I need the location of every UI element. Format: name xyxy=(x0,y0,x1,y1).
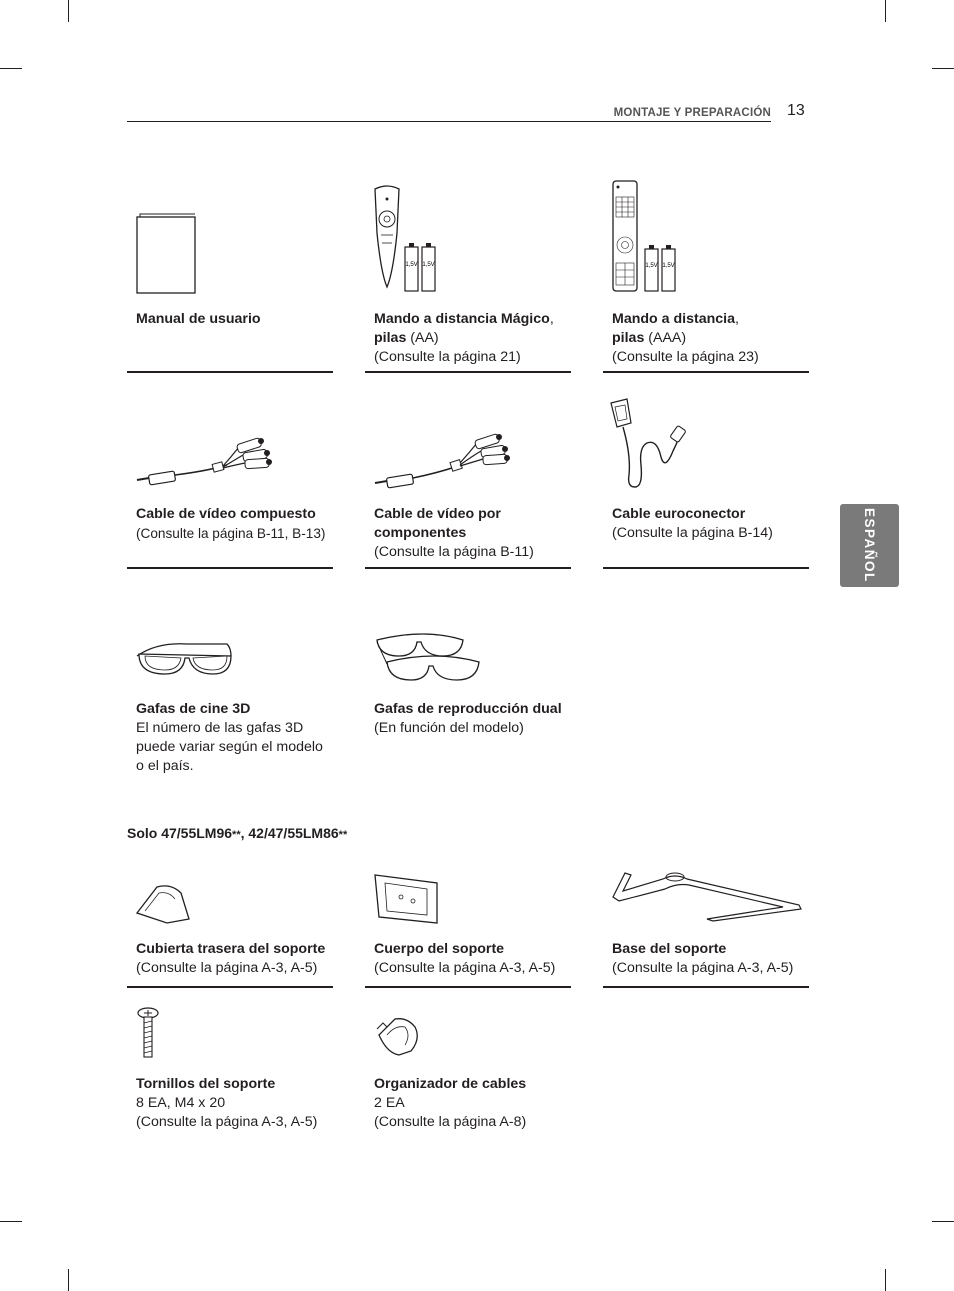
stand-body-icon xyxy=(365,865,571,935)
remote-control-icon xyxy=(603,175,809,305)
item-title-suffix: , xyxy=(549,311,554,327)
item-title: Mando a distancia Mágico xyxy=(374,311,550,327)
item-divider xyxy=(127,567,333,569)
item-detail: (Consulte la página B-14) xyxy=(612,525,773,541)
crop-mark xyxy=(68,0,69,22)
item-composite-cable xyxy=(127,395,333,570)
item-divider xyxy=(603,567,809,569)
item-stand-back-cover xyxy=(127,865,333,990)
item-scart-cable xyxy=(603,395,809,570)
crop-mark xyxy=(0,68,22,69)
item-subtitle-suffix: (AA) xyxy=(406,330,439,346)
item-title: Manual de usuario xyxy=(136,311,261,327)
crop-mark xyxy=(68,1269,69,1291)
item-detail: o el país. xyxy=(136,758,194,774)
model-subheading xyxy=(127,825,347,841)
subheading-text: , 42/47/55LM86 xyxy=(240,825,339,841)
item-detail: 8 EA, M4 x 20 xyxy=(136,1095,226,1111)
item-detail: (Consulte la página B-11) xyxy=(374,544,534,560)
battery-label: 1,5V xyxy=(645,263,658,269)
item-subtitle: pilas xyxy=(612,330,645,346)
item-detail: (Consulte la página A-3, A-5) xyxy=(136,960,318,976)
magic-remote-icon xyxy=(365,175,571,305)
scart-cable-icon xyxy=(603,395,809,505)
manual-icon xyxy=(127,175,333,305)
item-detail: (Consulte la página A-3, A-5) xyxy=(136,1114,318,1130)
item-title: Cable euroconector xyxy=(612,506,746,522)
item-title: Base del soporte xyxy=(612,941,727,957)
item-divider xyxy=(603,986,809,988)
item-divider xyxy=(603,371,809,373)
item-3d-glasses xyxy=(127,620,333,780)
item-title: Cubierta trasera del soporte xyxy=(136,941,326,957)
composite-cable-icon xyxy=(127,395,333,505)
screw-icon xyxy=(127,1005,333,1065)
section-title: MONTAJE Y PREPARACIÓN xyxy=(613,107,771,119)
item-magic-remote xyxy=(365,175,571,375)
item-title: Gafas de reproducción dual xyxy=(374,701,562,717)
item-subtitle: pilas xyxy=(374,330,407,346)
header-divider xyxy=(127,121,771,122)
item-detail: 2 EA xyxy=(374,1095,405,1111)
item-title: Cable de vídeo por xyxy=(374,506,501,522)
item-cable-organizer xyxy=(365,1005,571,1135)
item-title: Mando a distancia xyxy=(612,311,735,327)
page-number: 13 xyxy=(787,102,805,119)
battery-label: 1,5V xyxy=(405,262,418,268)
item-divider xyxy=(365,371,571,373)
item-title: Organizador de cables xyxy=(374,1076,527,1092)
item-divider xyxy=(127,371,333,373)
language-tab-label: ESPAÑOL xyxy=(862,508,877,583)
item-title: Tornillos del soporte xyxy=(136,1076,276,1092)
crop-mark xyxy=(932,68,954,69)
battery-label: 1,5V xyxy=(422,262,435,268)
crop-mark xyxy=(0,1221,22,1222)
item-title: Cable de vídeo compuesto xyxy=(136,506,316,522)
item-stand-screws xyxy=(127,1005,333,1135)
item-detail: (Consulte la página A-3, A-5) xyxy=(612,960,794,976)
subheading-text: Solo 47/55LM96 xyxy=(127,825,233,841)
battery-label: 1,5V xyxy=(662,263,675,269)
stand-base-icon xyxy=(603,865,809,935)
item-remote-control xyxy=(603,175,809,375)
subheading-stars: ** xyxy=(232,829,241,841)
crop-mark xyxy=(932,1221,954,1222)
item-user-manual xyxy=(127,175,333,375)
item-title-line2: componentes xyxy=(374,525,467,541)
item-divider xyxy=(365,986,571,988)
item-detail: (Consulte la página A-3, A-5) xyxy=(374,960,556,976)
dual-play-glasses-icon xyxy=(365,620,571,700)
item-detail: puede variar según el modelo xyxy=(136,739,323,755)
component-cable-icon xyxy=(365,395,571,505)
item-divider xyxy=(365,567,571,569)
crop-mark xyxy=(885,0,886,22)
item-title: Gafas de cine 3D xyxy=(136,701,251,717)
item-divider xyxy=(127,986,333,988)
item-stand-body xyxy=(365,865,571,990)
crop-mark xyxy=(885,1269,886,1291)
item-subtitle-suffix: (AAA) xyxy=(644,330,687,346)
3d-glasses-icon xyxy=(127,620,333,700)
item-component-cable xyxy=(365,395,571,570)
item-title-suffix: , xyxy=(734,311,739,327)
item-detail: (Consulte la página 21) xyxy=(374,349,521,365)
item-detail: (En función del modelo) xyxy=(374,720,524,736)
item-title: Cuerpo del soporte xyxy=(374,941,505,957)
item-detail: (Consulte la página 23) xyxy=(612,349,759,365)
cable-organizer-icon xyxy=(365,1005,571,1065)
language-tab[interactable] xyxy=(840,504,899,587)
stand-back-cover-icon xyxy=(127,865,333,935)
item-detail: (Consulte la página B-11, B-13) xyxy=(136,526,326,541)
item-stand-base xyxy=(603,865,809,990)
item-dual-play-glasses xyxy=(365,620,571,780)
subheading-stars: ** xyxy=(338,829,348,841)
item-detail: El número de las gafas 3D xyxy=(136,720,304,736)
item-detail: (Consulte la página A-8) xyxy=(374,1114,527,1130)
